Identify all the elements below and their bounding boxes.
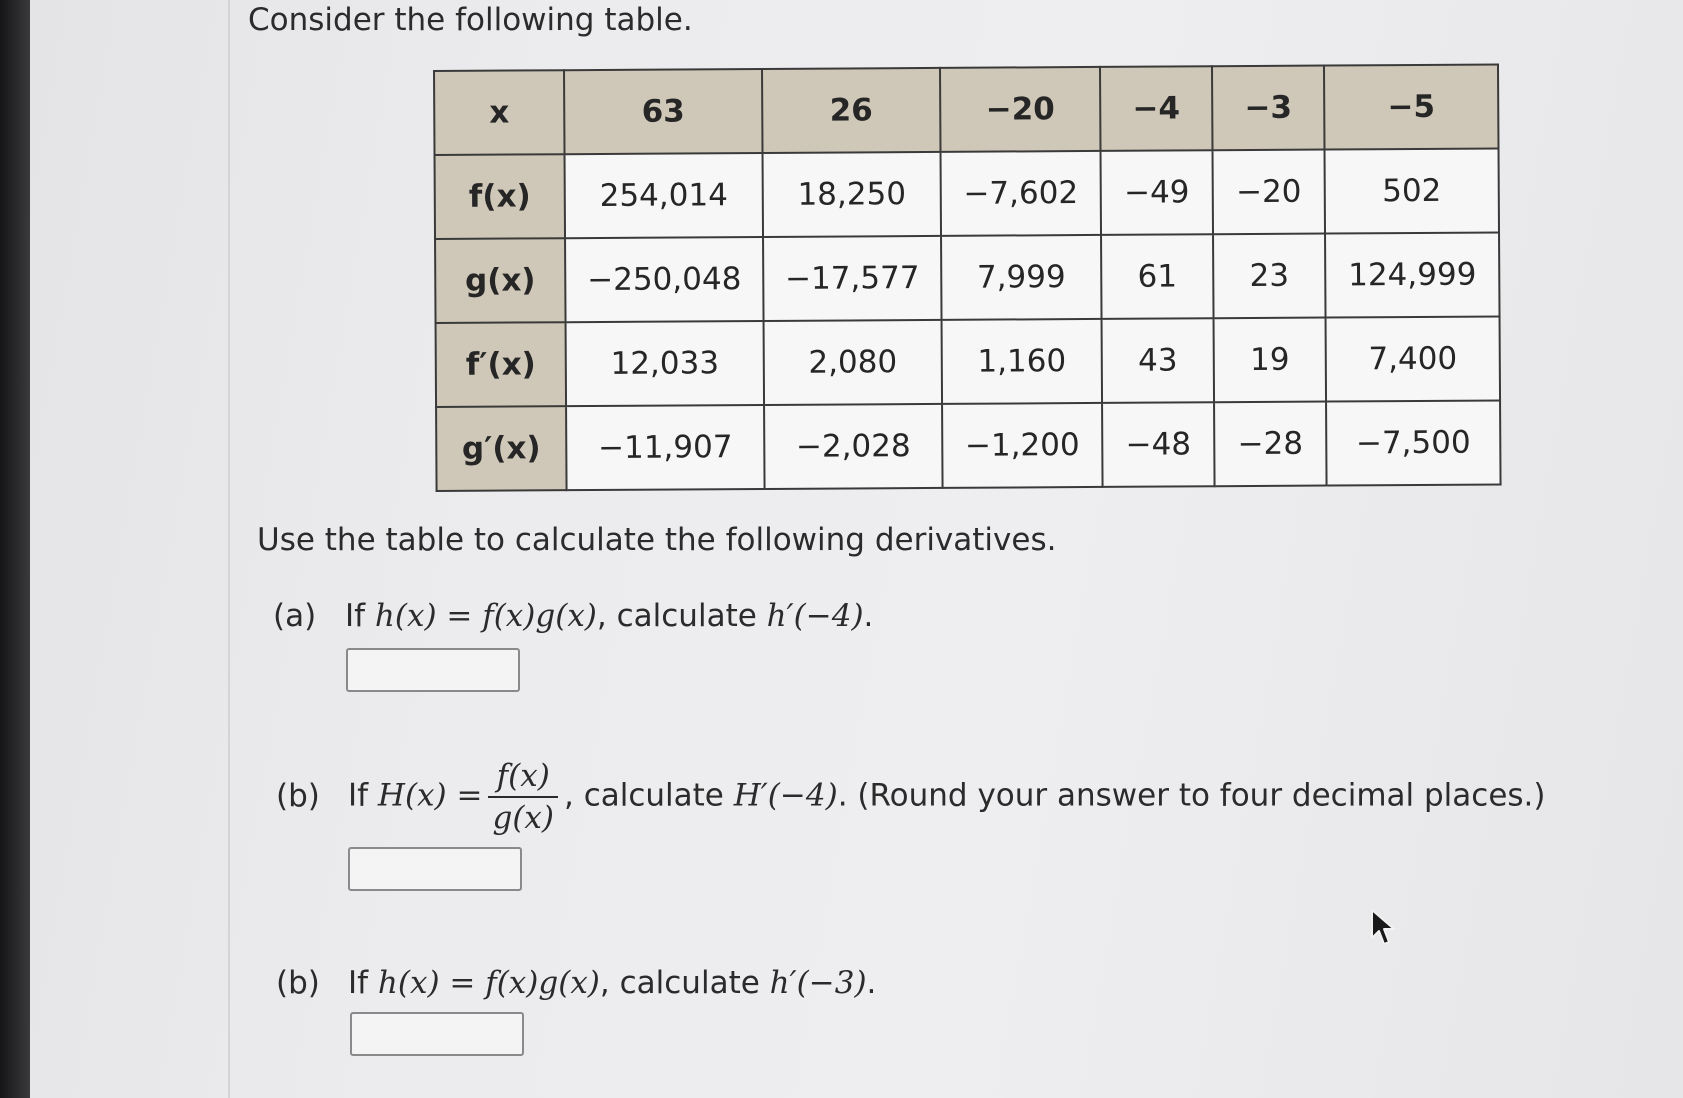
question-end: .: [866, 965, 877, 1001]
table-cell: 7,400: [1326, 316, 1501, 401]
table-cell: 7,999: [941, 235, 1102, 320]
screen-bezel: [0, 0, 30, 1098]
header-cell: 63: [564, 69, 763, 154]
table-cell: −28: [1214, 402, 1327, 487]
question-suffix: , calculate: [596, 598, 767, 634]
table-cell: −17,577: [763, 236, 942, 321]
table-cell: −2,028: [764, 404, 943, 489]
table-cell: 2,080: [764, 320, 943, 405]
table-cell: 1,160: [942, 319, 1103, 404]
table-row-g: [435, 232, 1499, 322]
table-cell: 502: [1325, 148, 1500, 233]
question-suffix: , calculate: [563, 777, 734, 814]
table-row-fprime: [436, 316, 1500, 406]
table-cell: −11,907: [566, 405, 765, 490]
row-label: g(x): [435, 238, 566, 323]
table-cell: 12,033: [566, 321, 765, 406]
row-label: g′(x): [436, 406, 567, 491]
question-label: (a): [273, 598, 317, 634]
question-prefix: If: [345, 598, 375, 634]
table-cell: 124,999: [1325, 232, 1500, 317]
table-cell: 18,250: [763, 152, 942, 237]
table-header-row: [434, 64, 1498, 154]
table-cell: −1,200: [942, 403, 1103, 488]
header-cell-x: x: [434, 70, 565, 155]
table-cell: −49: [1101, 150, 1214, 235]
table-cell: 19: [1214, 318, 1327, 403]
question-end: . (Round your answer to four decimal places.): [837, 777, 1546, 814]
table-cell: 23: [1213, 234, 1326, 319]
question-label: (b): [276, 777, 320, 814]
fraction: [488, 758, 558, 836]
question-c: [276, 965, 876, 1001]
row-label: f(x): [435, 154, 566, 239]
answer-input-b[interactable]: [348, 847, 522, 891]
answer-input-c[interactable]: [350, 1012, 524, 1056]
header-cell: −4: [1100, 66, 1213, 151]
question-suffix: , calculate: [599, 965, 770, 1001]
header-cell: −5: [1324, 64, 1499, 149]
answer-input-a[interactable]: [346, 648, 520, 692]
divider-line: [228, 0, 230, 1098]
table-cell: 61: [1101, 234, 1214, 319]
header-cell: 26: [762, 68, 941, 153]
header-cell: −3: [1212, 66, 1325, 151]
question-target: h′(−3): [769, 965, 867, 1001]
mouse-pointer-icon: [1370, 908, 1400, 948]
question-end: .: [863, 598, 874, 634]
question-target: h′(−4): [766, 598, 864, 634]
intro-text: Consider the following table.: [248, 2, 693, 38]
question-target: H′(−4): [733, 777, 838, 814]
table-cell: −7,602: [941, 151, 1102, 236]
table-cell: −7,500: [1326, 400, 1501, 485]
question-prefix: If: [348, 965, 378, 1001]
row-label: f′(x): [436, 322, 567, 407]
question-label: (b): [276, 965, 320, 1001]
question-b: [276, 758, 1546, 836]
table-cell: −48: [1102, 402, 1215, 487]
question-a: [273, 598, 873, 634]
fraction-numerator: f(x): [488, 758, 558, 798]
values-table: [433, 63, 1502, 492]
fraction-denominator: g(x): [492, 800, 554, 836]
question-lhs: H(x) =: [377, 777, 483, 814]
table-row-f: [435, 148, 1499, 238]
table-cell: 254,014: [565, 153, 764, 238]
question-expression: h(x) = f(x)g(x): [377, 965, 600, 1001]
question-prefix: If: [348, 777, 378, 814]
table-row-gprime: [436, 400, 1500, 490]
header-cell: −20: [940, 67, 1101, 152]
table-cell: −250,048: [565, 237, 764, 322]
table-cell: 43: [1102, 318, 1215, 403]
table-cell: −20: [1213, 150, 1326, 235]
question-expression: h(x) = f(x)g(x): [374, 598, 597, 634]
instructions-text: Use the table to calculate the following derivatives.: [257, 522, 1057, 558]
